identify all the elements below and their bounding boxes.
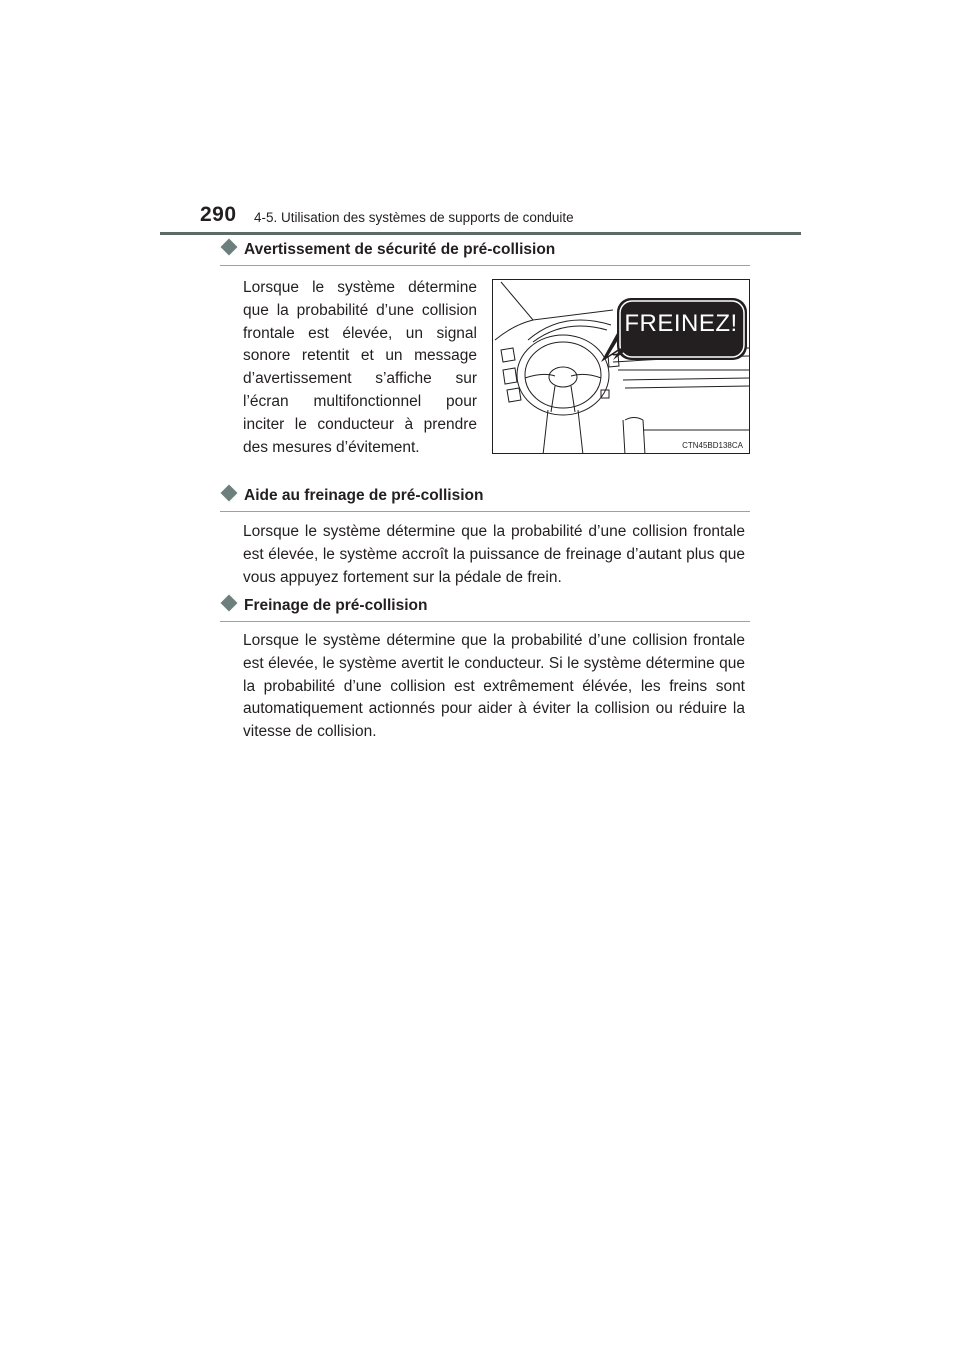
section-heading-brake-assist [220,487,483,509]
section-body-brake-assist: Lorsque le système détermine que la probabilité d’une collision frontale est élevée, le système accroît la puissance de freinage d’autant plus que vous appuyez fortement sur la pédale de frein. [243,523,745,586]
diamond-bullet-icon [221,485,238,502]
diamond-bullet-icon [221,595,238,612]
section-body-pre-collision-braking: Lorsque le système détermine que la probabilité d’une collision frontale est élevée, le système avertit le conducteur. Si le système détermine que la probabilité d’une collision est extrêmement élévée, les freins sont automatiquement actionnés pour aider à éviter la collision ou réduire la vitesse de collision. [243,632,745,741]
dashboard-drawing [493,280,750,454]
dashboard-illustration [492,279,750,454]
chapter-title: 4-5. Utilisation des systèmes de supports de conduite [254,210,574,225]
warning-message: FREINEZ! [624,310,738,337]
diamond-bullet-icon [221,239,238,256]
section-heading-pre-collision-braking [220,597,427,619]
section-divider [220,265,750,266]
header-divider [160,232,801,235]
section-body-warning: Lorsque le système détermine que la probabilité d’une collision frontale est élevée, un signal sonore retentit et un message d’avertissement s’affiche sur l’écran multifonctionnel pour inciter le conducteur à prendre des mesures d’évitement. [243,279,477,456]
figure-code: CTN45BD138CA [682,441,743,450]
section-heading-warning [220,241,555,263]
section-heading-text: Avertissement de sécurité de pré-collision [244,241,556,258]
section-heading-text: Aide au freinage de pré-collision [244,487,484,504]
section-divider [220,511,750,512]
section-heading-text: Freinage de pré-collision [244,597,428,614]
page-number: 290 [200,203,237,226]
section-divider [220,621,750,622]
